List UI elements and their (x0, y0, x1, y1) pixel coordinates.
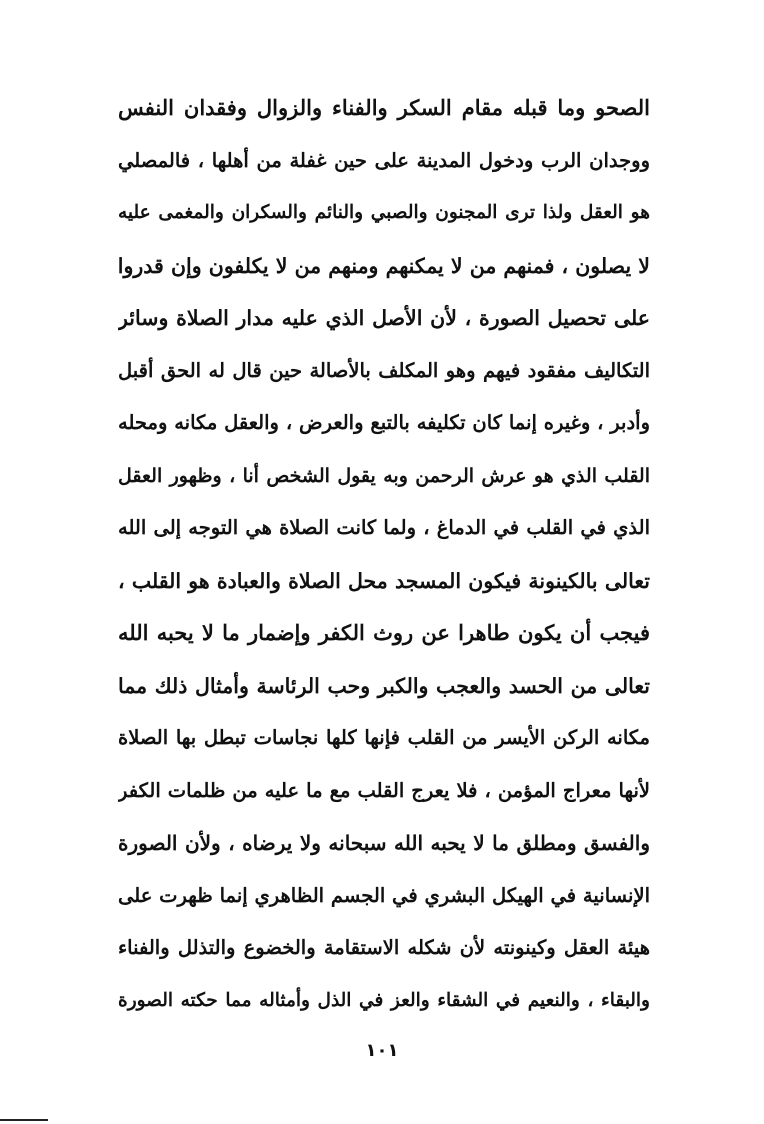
page-number: ١٠١ (365, 1040, 399, 1061)
body-text (118, 82, 650, 1027)
text-line: ووجدان الرب ودخول المدينة على حين غفلة من أهلها ، فالمصلي (118, 148, 650, 172)
text-line: هو العقل ولذا ترى المجنون والصبي والنائم والسكران والمغمى عليه (118, 202, 650, 223)
text-line: الذي في القلب في الدماغ ، ولما كانت الصلاة هي التوجه إلى الله (118, 516, 650, 539)
text-line: لأنها معراج المؤمن ، فلا يعرج القلب مع ما عليه من ظلمات الكفر (118, 778, 650, 802)
text-line: تعالى بالكينونة فيكون المسجد محل الصلاة والعبادة هو القلب ، (118, 568, 650, 593)
text-line: الإنسانية في الهيكل البشري في الجسم الظاهري إنما ظهرت على (118, 883, 650, 907)
text-line: على تحصيل الصورة ، لأن الأصل الذي عليه مدار الصلاة وسائر (118, 306, 650, 330)
scan-edge-rule (0, 1119, 48, 1121)
text-line: فيجب أن يكون طاهرا عن روث الكفر وإضمار ما لا يحبه الله (118, 620, 650, 645)
text-line: الصحو وما قبله مقام السكر والفناء والزوال وفقدان النفس (118, 95, 650, 120)
text-line: تعالى من الحسد والعجب والكبر وحب الرئاسة وأمثال ذلك مما (118, 673, 650, 698)
text-line: التكاليف مفقود فيهم وهو المكلف بالأصالة حين قال له الحق أقبل (118, 358, 650, 382)
text-line: هيئة العقل وكينونته لأن شكله الاستقامة والخضوع والتذلل والفناء (118, 936, 650, 959)
text-line: والفسق ومطلق ما لا يحبه الله سبحانه ولا يرضاه ، ولأن الصورة (118, 831, 650, 855)
text-line: القلب الذي هو عرش الرحمن وبه يقول الشخص أنا ، وظهور العقل (118, 464, 650, 487)
text-line: والبقاء ، والنعيم في الشقاء والعز في الذل وأمثاله مما حكته الصورة (118, 989, 650, 1011)
text-line: مكانه الركن الأيسر من القلب فإنها كلها نجاسات تبطل بها الصلاة (118, 726, 650, 749)
text-line: وأدبر ، وغيره إنما كان تكليفه بالتبع والعرض ، والعقل مكانه ومحله (118, 411, 650, 434)
text-line: لا يصلون ، فمنهم من لا يمكنهم ومنهم من لا يكلفون وإن قدروا (118, 253, 650, 278)
